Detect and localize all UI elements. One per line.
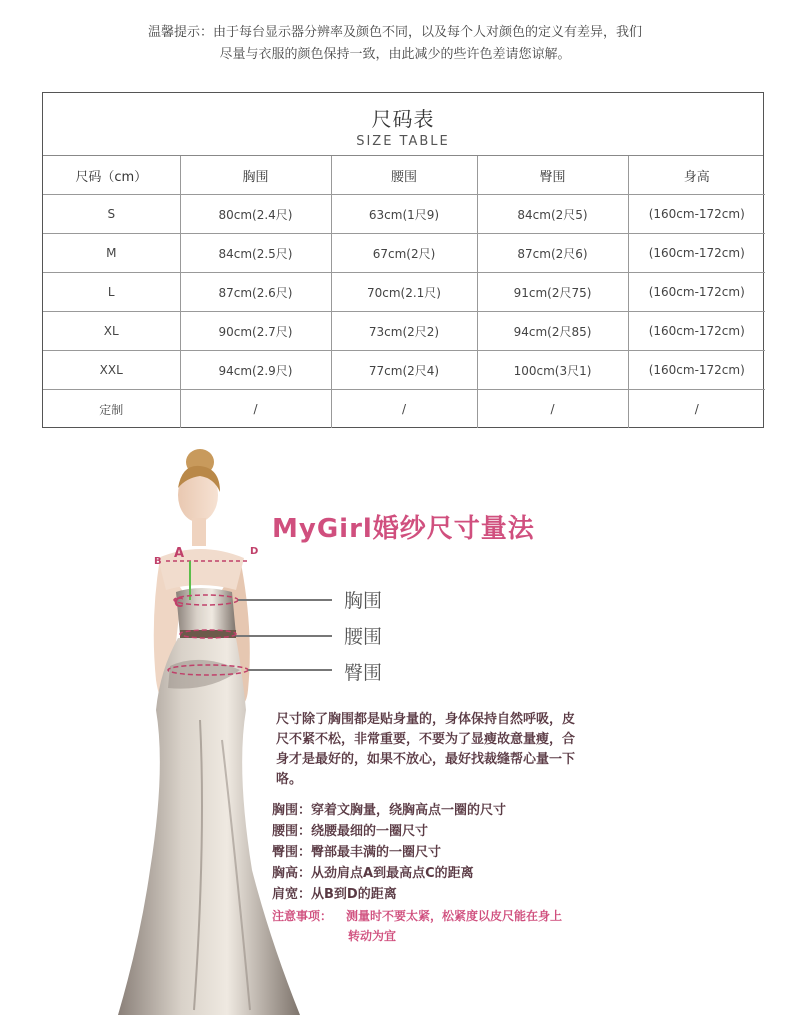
note (272, 906, 612, 946)
table-cell: (160cm-172cm) (628, 273, 765, 312)
table-cell: 94cm(2尺85) (477, 312, 628, 351)
size-table-title: 尺码表 (371, 107, 435, 131)
table-cell: 63cm(1尺9) (331, 195, 477, 234)
table-cell: 87cm(2.6尺) (180, 273, 331, 312)
table-cell: XXL (43, 351, 180, 390)
column-header: 腰围 (331, 156, 477, 195)
notice (0, 22, 790, 66)
definition-item: 臀围：臀部最丰满的一圈尺寸 (272, 845, 442, 860)
table-cell: S (43, 195, 180, 234)
table-row (43, 195, 765, 234)
table-cell: / (331, 390, 477, 429)
table-cell: / (180, 390, 331, 429)
point-label-b: B (154, 556, 162, 567)
table-cell: (160cm-172cm) (628, 195, 765, 234)
table-cell: 80cm(2.4尺) (180, 195, 331, 234)
table-cell: (160cm-172cm) (628, 312, 765, 351)
table-row (43, 273, 765, 312)
table-cell: (160cm-172cm) (628, 234, 765, 273)
callout-waist: 腰围 (344, 626, 383, 648)
column-header: 胸围 (180, 156, 331, 195)
table-row (43, 234, 765, 273)
measure-title: MyGirl婚纱尺寸量法 (272, 514, 535, 544)
table-row (43, 390, 765, 429)
note-line-2: 转动为宜 (348, 929, 397, 943)
table-cell: / (694, 402, 699, 416)
column-header: 臀围 (477, 156, 628, 195)
notice-line-2: 尽量与衣服的颜色保持一致，由此减少的些许色差请您谅解。 (219, 47, 571, 62)
table-row (43, 312, 765, 351)
table-cell: 77cm(2尺4) (331, 351, 477, 390)
table-cell: 91cm(2尺75) (477, 273, 628, 312)
table-cell: XL (43, 312, 180, 351)
table-cell: / (477, 390, 628, 429)
table-cell: 90cm(2.7尺) (180, 312, 331, 351)
definition-item: 胸围：穿着文胸量，绕胸高点一圈的尺寸 (272, 803, 507, 818)
table-cell: 87cm(2尺6) (477, 234, 628, 273)
table-cell: (160cm-172cm) (628, 351, 765, 390)
notice-line-1: 温馨提示：由于每台显示器分辨率及颜色不同，以及每个人对颜色的定义有差异，我们 (147, 25, 642, 40)
definition-item: 胸高：从劲肩点A到最高点C的距离 (272, 866, 474, 881)
size-table (42, 92, 764, 428)
note-line-1: 测量时不要太紧，松紧度以皮尺能在身上 (346, 909, 563, 923)
point-label-a: A (174, 546, 185, 561)
callout-hip: 臀围 (344, 662, 383, 684)
table-cell: 94cm(2.9尺) (180, 351, 331, 390)
table-cell: 100cm(3尺1) (477, 351, 628, 390)
point-label-c: C (174, 596, 184, 611)
definition-item: 肩宽：从B到D的距离 (272, 887, 397, 902)
note-label: 注意事项： (272, 909, 333, 923)
column-header: 尺码（cm） (43, 156, 180, 195)
size-grid (43, 156, 765, 428)
table-cell: 84cm(2.5尺) (180, 234, 331, 273)
table-row (43, 351, 765, 390)
definition-item: 腰围：绕腰最细的一圈尺寸 (272, 824, 429, 839)
table-cell: 70cm(2.1尺) (331, 273, 477, 312)
column-header: 身高 (628, 156, 765, 195)
size-table-header (43, 93, 763, 156)
callout-bust: 胸围 (344, 590, 383, 612)
definitions-list (272, 800, 632, 905)
measurement-guide (0, 440, 790, 1025)
table-header-row (43, 156, 765, 195)
table-cell: 定制 (43, 390, 180, 429)
shoulders (158, 549, 244, 590)
table-cell: 73cm(2尺2) (331, 312, 477, 351)
point-label-d: D (250, 546, 259, 557)
table-cell: M (43, 234, 180, 273)
leader-extension (280, 590, 340, 710)
table-cell: 84cm(2尺5) (477, 195, 628, 234)
measure-paragraph: 尺寸除了胸围都是贴身量的，身体保持自然呼吸，皮尺不紧不松，非常重要，不要为了显瘦故意量瘦，合身才是最好的，如果不放心，最好找裁缝帮心量一下咯。 (276, 712, 576, 787)
table-cell: L (43, 273, 180, 312)
neck (192, 518, 206, 546)
table-cell: 67cm(2尺) (331, 234, 477, 273)
size-table-subtitle: SIZE TABLE (356, 134, 450, 149)
